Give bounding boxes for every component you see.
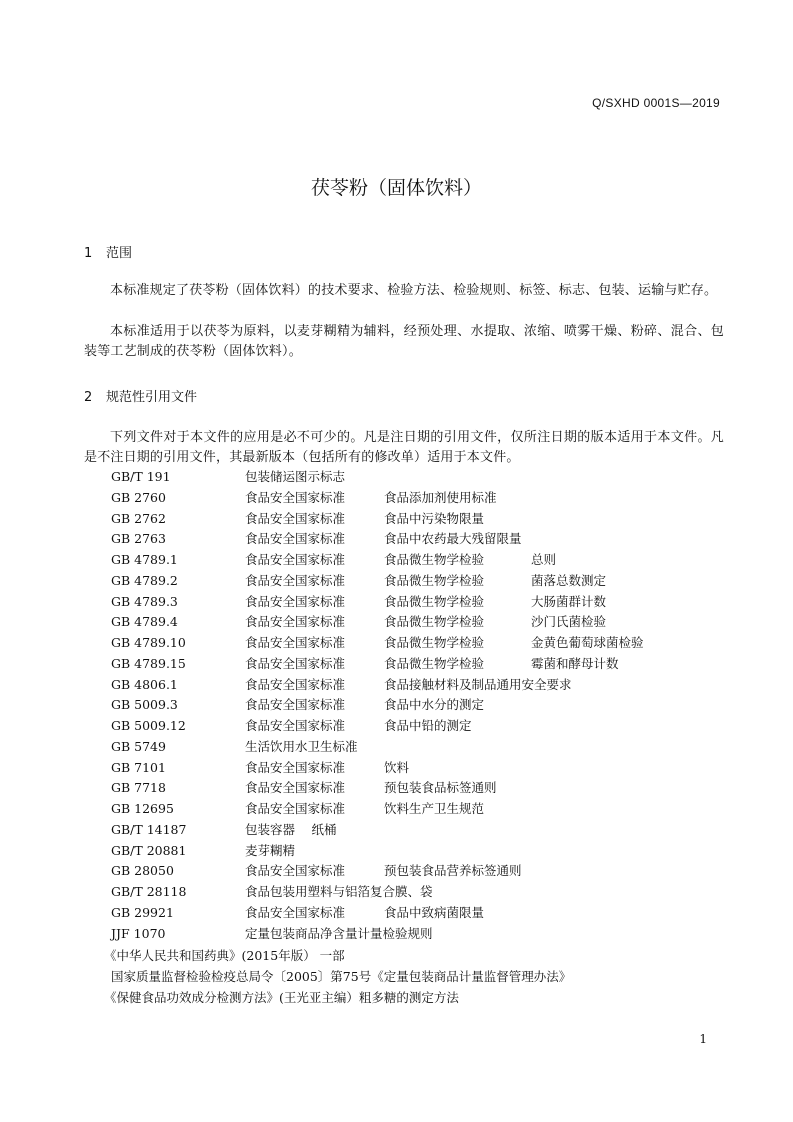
section-2-title: 规范性引用文件 [106,390,198,405]
reference-code: GB 7101 [111,759,166,775]
reference-subtitle: 食品中致病菌限量 [384,904,485,920]
reference-subtitle: 食品中水分的测定 [384,697,485,713]
reference-part: 金黄色葡萄球菌检验 [531,635,644,650]
reference-title: 包装储运图示标志 [245,469,346,484]
reference-part: 菌落总数测定 [531,572,607,588]
reference-code: GB/T 28118 [111,884,187,899]
reference-code: JJF 1070 [111,925,166,941]
reference-subtitle: 食品微生物学检验 [384,635,485,650]
reference-title: 食品安全国家标准 [245,780,346,796]
reference-title: 包装容器 纸桶 [245,821,337,837]
reference-code: GB 4806.1 [111,676,178,692]
reference-subtitle: 预包装食品营养标签通则 [384,863,522,879]
reference-code: GB 4789.2 [111,572,178,588]
document-code: Q/SXHD 0001S—2019 [592,96,720,110]
reference-subtitle: 饮料生产卫生规范 [384,801,485,816]
reference-code: GB 4789.3 [111,593,178,609]
reference-code: GB 4789.4 [111,614,178,630]
extra-reference: 《保健食品功效成分检测方法》(王光亚主编）粗多糖的测定方法 [104,990,459,1005]
reference-title: 食品包装用塑料与铝箔复合膜、袋 [245,884,433,899]
reference-subtitle: 食品微生物学检验 [384,655,485,671]
reference-title: 食品安全国家标准 [245,697,346,713]
reference-subtitle: 预包装食品标签通则 [384,780,497,796]
reference-subtitle: 食品微生物学检验 [384,614,485,630]
reference-subtitle: 食品微生物学检验 [384,593,485,609]
reference-code: GB/T 14187 [111,821,187,837]
reference-part: 大肠菌群计数 [531,593,607,609]
reference-code: GB 2760 [111,489,166,505]
reference-title: 食品安全国家标准 [245,863,346,879]
reference-subtitle: 食品接触材料及制品通用安全要求 [384,676,572,692]
document-title: 茯苓粉（固体饮料） [310,177,482,199]
section-1-heading [84,242,132,261]
reference-title: 食品安全国家标准 [245,801,346,816]
reference-title: 食品安全国家标准 [245,759,346,775]
reference-code: GB 7718 [111,780,166,796]
reference-code: GB 2762 [111,510,166,526]
reference-title: 食品安全国家标准 [245,635,346,650]
reference-subtitle: 食品中污染物限量 [384,510,485,526]
section-1-number: 1 [84,246,93,261]
reference-code: GB 5009.12 [111,718,186,733]
reference-code: GB/T 191 [111,469,171,484]
reference-code: GB 4789.1 [111,552,178,567]
reference-title: 食品安全国家标准 [245,510,346,526]
reference-code: GB 28050 [111,863,174,879]
reference-subtitle: 饮料 [384,759,410,775]
reference-subtitle: 食品中铅的测定 [384,718,472,733]
section-2-number: 2 [84,390,93,405]
reference-title: 食品安全国家标准 [245,655,346,671]
reference-title: 生活饮用水卫生标准 [245,738,358,754]
reference-code: GB 4789.15 [111,655,186,671]
reference-part: 霉菌和酵母计数 [531,655,619,671]
reference-code: GB 5749 [111,738,166,754]
reference-code: GB 4789.10 [111,635,186,650]
section-1-paragraph-1: 本标准规定了茯苓粉（固体饮料）的技术要求、检验方法、检验规则、标签、标志、包装、运输与贮存。 [110,283,718,298]
reference-title: 食品安全国家标准 [245,552,346,567]
reference-title: 食品安全国家标准 [245,718,346,733]
reference-subtitle: 食品微生物学检验 [384,572,485,588]
page-number: 1 [699,1032,707,1046]
reference-part: 沙门氏菌检验 [531,614,607,630]
reference-subtitle: 食品微生物学检验 [384,552,485,567]
reference-title: 食品安全国家标准 [245,572,346,588]
section-2-heading [84,386,197,405]
section-1-title: 范围 [106,246,133,261]
reference-title: 定量包装商品净含量计量检验规则 [245,925,433,941]
reference-title: 食品安全国家标准 [245,531,346,547]
reference-title: 食品安全国家标准 [245,614,346,630]
reference-title: 食品安全国家标准 [245,904,346,920]
reference-subtitle: 食品中农药最大残留限量 [384,531,522,547]
section-2-intro: 下列文件对于本文件的应用是必不可少的。凡是注日期的引用文件，仅所注日期的版本适用于本文件。凡是不注日期的引用文件，其最新版本（包括所有的修改单）适用于本文件。 [84,430,724,465]
reference-subtitle: 食品添加剂使用标准 [384,489,497,505]
reference-code: GB 5009.3 [111,697,178,713]
reference-code: GB/T 20881 [111,842,187,858]
reference-code: GB 29921 [111,904,174,920]
extra-reference: 《中华人民共和国药典》(2015年版） 一部 [104,948,345,963]
reference-part: 总则 [531,552,557,567]
reference-title: 食品安全国家标准 [245,676,346,692]
reference-code: GB 2763 [111,531,166,547]
extra-reference: 国家质量监督检验检疫总局令〔2005〕第75号《定量包装商品计量监督管理办法》 [111,969,572,984]
reference-title: 食品安全国家标准 [245,489,346,505]
section-1-paragraph-2: 本标准适用于以茯苓为原料，以麦芽糊精为辅料，经预处理、水提取、浓缩、喷雾干燥、粉碎、混合、包装等工艺制成的茯苓粉（固体饮料）。 [84,324,724,359]
reference-title: 麦芽糊精 [245,842,296,858]
reference-title: 食品安全国家标准 [245,593,346,609]
reference-code: GB 12695 [111,801,174,816]
